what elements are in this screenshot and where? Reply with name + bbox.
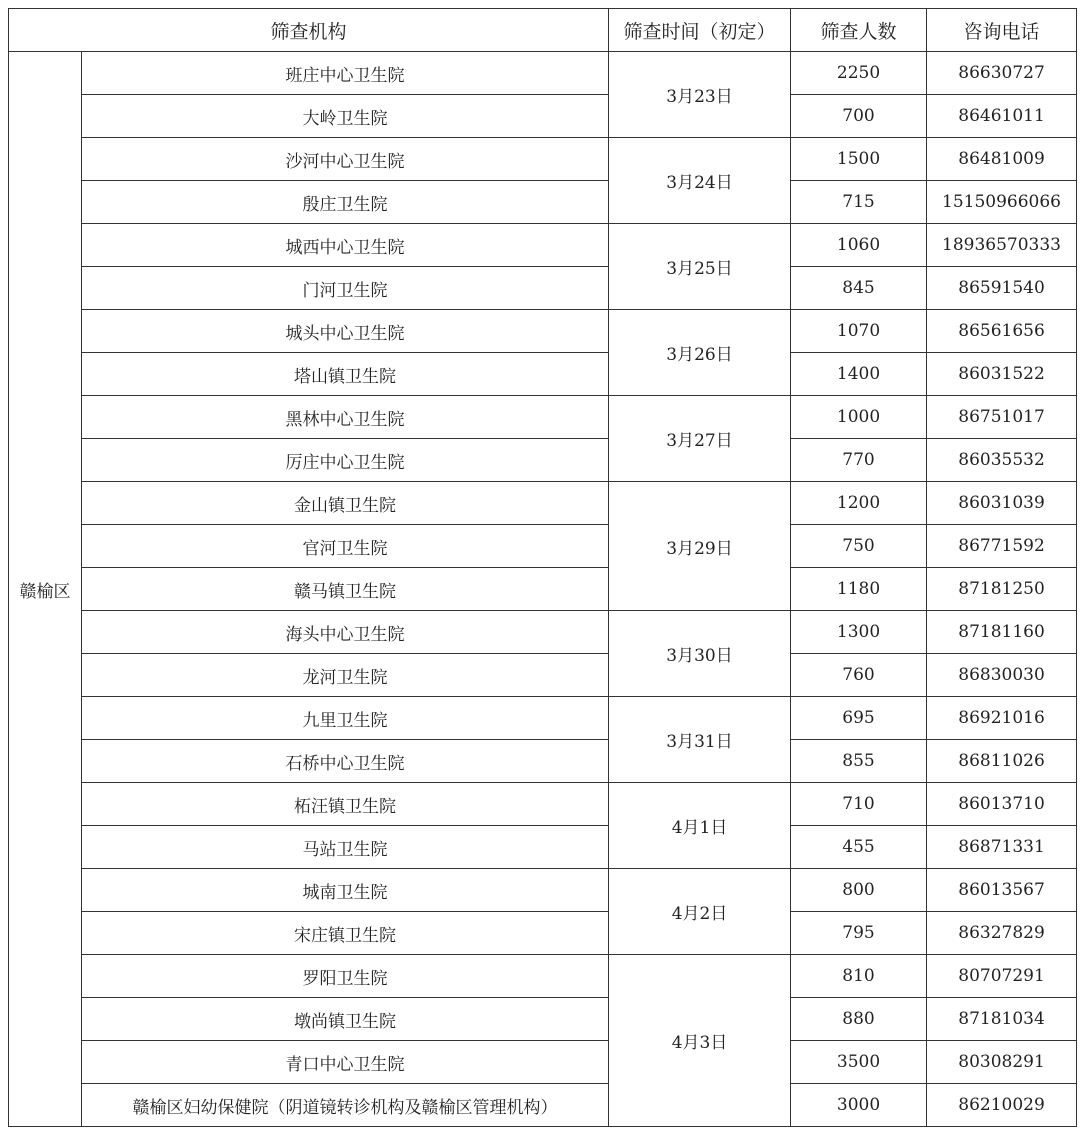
table-row xyxy=(9,525,1077,568)
table-row xyxy=(9,955,1077,998)
count-cell: 760 xyxy=(791,654,927,697)
org-cell: 班庄中心卫生院 xyxy=(82,52,609,95)
table-row xyxy=(9,654,1077,697)
org-cell: 厉庄中心卫生院 xyxy=(82,439,609,482)
count-cell: 715 xyxy=(791,181,927,224)
count-cell: 1300 xyxy=(791,611,927,654)
count-cell: 855 xyxy=(791,740,927,783)
date-cell: 3月30日 xyxy=(609,611,791,697)
phone-cell: 86013710 xyxy=(927,783,1077,826)
count-cell: 3000 xyxy=(791,1084,927,1127)
phone-cell: 86771592 xyxy=(927,525,1077,568)
table-row xyxy=(9,353,1077,396)
org-cell: 殷庄卫生院 xyxy=(82,181,609,224)
org-cell: 金山镇卫生院 xyxy=(82,482,609,525)
table-row xyxy=(9,611,1077,654)
table-row xyxy=(9,740,1077,783)
org-cell: 大岭卫生院 xyxy=(82,95,609,138)
phone-cell: 87181034 xyxy=(927,998,1077,1041)
org-cell: 龙河卫生院 xyxy=(82,654,609,697)
table-body xyxy=(9,52,1077,1127)
table-row xyxy=(9,267,1077,310)
table-row xyxy=(9,869,1077,912)
phone-cell: 86871331 xyxy=(927,826,1077,869)
header-org: 筛查机构 xyxy=(9,9,609,52)
date-cell: 4月1日 xyxy=(609,783,791,869)
org-cell: 沙河中心卫生院 xyxy=(82,138,609,181)
table-row xyxy=(9,912,1077,955)
table-row xyxy=(9,95,1077,138)
header-time: 筛查时间（初定） xyxy=(609,9,791,52)
org-cell: 官河卫生院 xyxy=(82,525,609,568)
phone-cell: 86035532 xyxy=(927,439,1077,482)
org-cell: 罗阳卫生院 xyxy=(82,955,609,998)
date-cell: 3月27日 xyxy=(609,396,791,482)
header-phone: 咨询电话 xyxy=(927,9,1077,52)
phone-cell: 86031522 xyxy=(927,353,1077,396)
phone-cell: 18936570333 xyxy=(927,224,1077,267)
org-cell: 塔山镇卫生院 xyxy=(82,353,609,396)
count-cell: 1500 xyxy=(791,138,927,181)
date-cell: 3月26日 xyxy=(609,310,791,396)
phone-cell: 80308291 xyxy=(927,1041,1077,1084)
count-cell: 1200 xyxy=(791,482,927,525)
count-cell: 1060 xyxy=(791,224,927,267)
phone-cell: 80707291 xyxy=(927,955,1077,998)
count-cell: 770 xyxy=(791,439,927,482)
phone-cell: 86327829 xyxy=(927,912,1077,955)
phone-cell: 86210029 xyxy=(927,1084,1077,1127)
phone-cell: 86561656 xyxy=(927,310,1077,353)
table-row xyxy=(9,482,1077,525)
phone-cell: 86461011 xyxy=(927,95,1077,138)
date-cell: 3月29日 xyxy=(609,482,791,611)
table-row xyxy=(9,138,1077,181)
phone-cell: 87181250 xyxy=(927,568,1077,611)
table-row xyxy=(9,396,1077,439)
phone-cell: 87181160 xyxy=(927,611,1077,654)
phone-cell: 86751017 xyxy=(927,396,1077,439)
org-cell: 柘汪镇卫生院 xyxy=(82,783,609,826)
count-cell: 3500 xyxy=(791,1041,927,1084)
date-cell: 3月23日 xyxy=(609,52,791,138)
table-row xyxy=(9,310,1077,353)
org-cell: 九里卫生院 xyxy=(82,697,609,740)
count-cell: 1400 xyxy=(791,353,927,396)
org-cell: 城南卫生院 xyxy=(82,869,609,912)
screening-schedule-table xyxy=(8,8,1077,1127)
table-row xyxy=(9,52,1077,95)
date-cell: 3月25日 xyxy=(609,224,791,310)
org-cell: 石桥中心卫生院 xyxy=(82,740,609,783)
org-cell: 宋庄镇卫生院 xyxy=(82,912,609,955)
table-row xyxy=(9,1041,1077,1084)
table-row xyxy=(9,998,1077,1041)
count-cell: 710 xyxy=(791,783,927,826)
count-cell: 2250 xyxy=(791,52,927,95)
count-cell: 845 xyxy=(791,267,927,310)
phone-cell: 86481009 xyxy=(927,138,1077,181)
date-cell: 3月24日 xyxy=(609,138,791,224)
count-cell: 1180 xyxy=(791,568,927,611)
phone-cell: 86811026 xyxy=(927,740,1077,783)
count-cell: 795 xyxy=(791,912,927,955)
count-cell: 1000 xyxy=(791,396,927,439)
org-cell: 海头中心卫生院 xyxy=(82,611,609,654)
org-cell: 墩尚镇卫生院 xyxy=(82,998,609,1041)
org-cell: 马站卫生院 xyxy=(82,826,609,869)
count-cell: 455 xyxy=(791,826,927,869)
phone-cell: 86830030 xyxy=(927,654,1077,697)
org-cell: 赣榆区妇幼保健院（阴道镜转诊机构及赣榆区管理机构） xyxy=(82,1084,609,1127)
org-cell: 黑林中心卫生院 xyxy=(82,396,609,439)
date-cell: 3月31日 xyxy=(609,697,791,783)
count-cell: 800 xyxy=(791,869,927,912)
table-row xyxy=(9,568,1077,611)
org-cell: 城头中心卫生院 xyxy=(82,310,609,353)
header-count: 筛查人数 xyxy=(791,9,927,52)
table-header-row xyxy=(9,9,1077,52)
phone-cell: 15150966066 xyxy=(927,181,1077,224)
date-cell: 4月3日 xyxy=(609,955,791,1127)
phone-cell: 86921016 xyxy=(927,697,1077,740)
phone-cell: 86013567 xyxy=(927,869,1077,912)
count-cell: 750 xyxy=(791,525,927,568)
table-row xyxy=(9,1084,1077,1127)
table-row xyxy=(9,826,1077,869)
org-cell: 城西中心卫生院 xyxy=(82,224,609,267)
district-cell: 赣榆区 xyxy=(9,52,82,1127)
table-row xyxy=(9,439,1077,482)
phone-cell: 86630727 xyxy=(927,52,1077,95)
table-row xyxy=(9,181,1077,224)
org-cell: 青口中心卫生院 xyxy=(82,1041,609,1084)
count-cell: 1070 xyxy=(791,310,927,353)
count-cell: 880 xyxy=(791,998,927,1041)
phone-cell: 86591540 xyxy=(927,267,1077,310)
count-cell: 810 xyxy=(791,955,927,998)
phone-cell: 86031039 xyxy=(927,482,1077,525)
org-cell: 赣马镇卫生院 xyxy=(82,568,609,611)
org-cell: 门河卫生院 xyxy=(82,267,609,310)
count-cell: 695 xyxy=(791,697,927,740)
table-row xyxy=(9,224,1077,267)
date-cell: 4月2日 xyxy=(609,869,791,955)
count-cell: 700 xyxy=(791,95,927,138)
table-row xyxy=(9,697,1077,740)
table-row xyxy=(9,783,1077,826)
